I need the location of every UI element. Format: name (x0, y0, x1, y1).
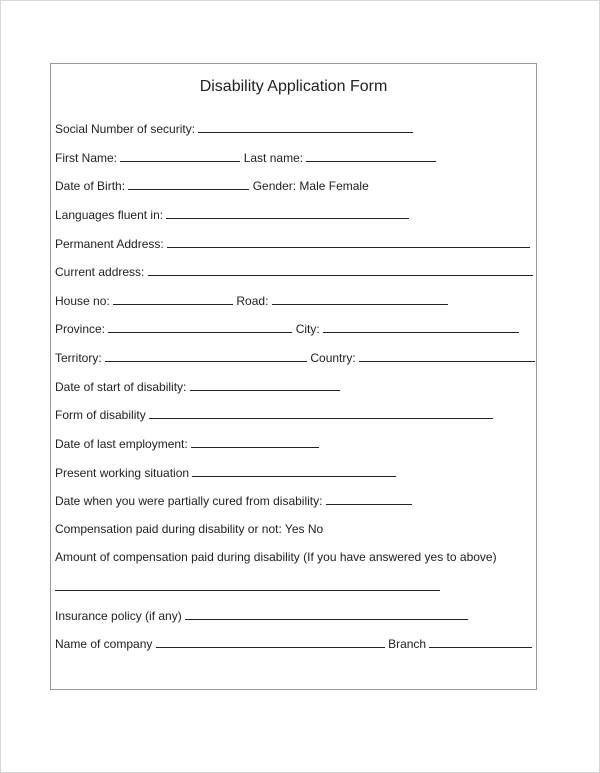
partially-cured-label: Date when you were partially cured from disability: (55, 494, 323, 508)
country-field[interactable] (359, 350, 535, 362)
form-container (50, 63, 537, 690)
permanent-address-label: Permanent Address: (55, 237, 164, 251)
row-permanent-address (55, 236, 530, 251)
province-label: Province: (55, 322, 106, 336)
row-amount-answer (55, 579, 440, 594)
territory-label: Territory: (55, 351, 102, 365)
row-current-address (55, 264, 533, 279)
last-employment-field[interactable] (191, 436, 319, 448)
row-territory-country (55, 350, 535, 365)
row-last-employment (55, 436, 319, 451)
company-label: Name of company (55, 637, 153, 651)
current-address-field[interactable] (148, 264, 533, 276)
insurance-field[interactable] (185, 608, 468, 620)
partially-cured-field[interactable] (326, 493, 412, 505)
languages-field[interactable] (166, 207, 409, 219)
city-label: City: (295, 322, 320, 336)
row-working-situation (55, 465, 396, 480)
date-start-field[interactable] (190, 379, 340, 391)
last-name-field[interactable] (306, 150, 436, 162)
compensation-label: Compensation paid during disability or not: Yes No (55, 522, 324, 536)
row-dob (55, 178, 369, 193)
row-province-city (55, 321, 519, 336)
first-name-field[interactable] (120, 150, 240, 162)
branch-field[interactable] (429, 636, 532, 648)
house-no-field[interactable] (113, 293, 233, 305)
row-compensation (55, 522, 323, 536)
row-amount (55, 550, 497, 564)
row-social-number (55, 121, 413, 136)
house-no-label: House no: (55, 294, 110, 308)
current-address-label: Current address: (55, 265, 145, 279)
row-form-disability (55, 407, 493, 422)
last-employment-label: Date of last employment: (55, 437, 188, 451)
social-number-label: Social Number of security: (55, 122, 196, 136)
first-name-label: First Name: (55, 151, 118, 165)
social-number-field[interactable] (198, 121, 413, 133)
branch-label: Branch (388, 637, 427, 651)
form-disability-label: Form of disability (55, 408, 146, 422)
row-languages (55, 207, 409, 222)
road-field[interactable] (272, 293, 448, 305)
territory-field[interactable] (105, 350, 307, 362)
form-disability-field[interactable] (149, 407, 493, 419)
country-label: Country: (310, 351, 356, 365)
dob-field[interactable] (128, 178, 249, 190)
dob-label: Date of Birth: (55, 179, 126, 193)
road-label: Road: (236, 294, 269, 308)
working-situation-field[interactable] (192, 465, 396, 477)
last-name-label: Last name: (243, 151, 304, 165)
languages-label: Languages fluent in: (55, 208, 164, 222)
row-insurance (55, 608, 468, 623)
amount-field[interactable] (55, 579, 440, 591)
permanent-address-field[interactable] (167, 236, 530, 248)
row-name (55, 150, 436, 165)
form-title: Disability Application Form (199, 78, 388, 95)
city-field[interactable] (323, 321, 519, 333)
province-field[interactable] (108, 321, 292, 333)
row-partially-cured (55, 493, 412, 508)
row-company-branch (55, 636, 532, 651)
insurance-label: Insurance policy (if any) (55, 609, 182, 623)
gender-label: Gender: Male Female (252, 179, 369, 193)
date-start-label: Date of start of disability: (55, 380, 187, 394)
row-date-start (55, 379, 340, 394)
company-field[interactable] (156, 636, 385, 648)
row-house-road (55, 293, 448, 308)
working-situation-label: Present working situation (55, 466, 190, 480)
amount-label: Amount of compensation paid during disability (If you have answered yes to above) (55, 550, 497, 564)
